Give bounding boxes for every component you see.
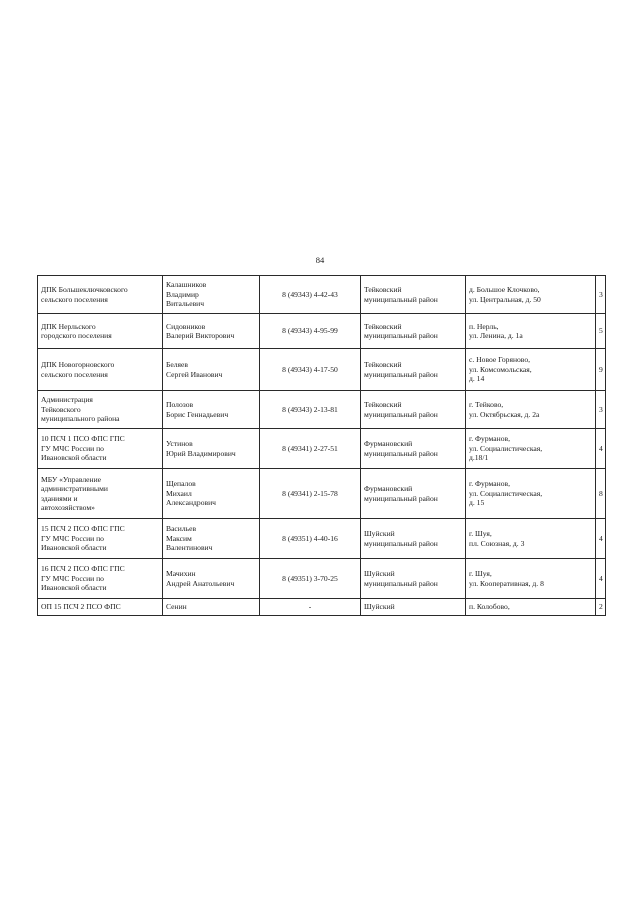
address-line: ул. Социалистическая, xyxy=(469,443,543,453)
person-line: Устинов xyxy=(166,439,193,449)
table-row xyxy=(38,519,606,559)
table-row xyxy=(38,599,606,616)
count-cell: 3 xyxy=(596,276,606,314)
person-line: Беляев xyxy=(166,360,188,370)
person-line: Андрей Анатольевич xyxy=(166,578,235,588)
district-line: Шуйский xyxy=(364,602,395,612)
contacts-table-body xyxy=(38,276,606,616)
address-line: ул. Центральная, д. 50 xyxy=(469,294,541,304)
district-cell xyxy=(361,599,466,616)
organization-cell xyxy=(38,391,163,429)
organization-line: ОП 15 ПСЧ 2 ПСО ФПС xyxy=(41,602,121,612)
organization-cell xyxy=(38,349,163,391)
district-cell xyxy=(361,314,466,349)
page-number: 84 xyxy=(315,255,325,265)
phone-cell: 8 (49343) 4-95-99 xyxy=(260,314,361,349)
table-row xyxy=(38,429,606,469)
address-line: пл. Союзная, д. 3 xyxy=(469,538,525,548)
district-cell xyxy=(361,349,466,391)
person-cell xyxy=(163,349,260,391)
address-cell xyxy=(466,599,596,616)
address-line: ул. Октябрьская, д. 2а xyxy=(469,409,540,419)
district-cell xyxy=(361,429,466,469)
contacts-table xyxy=(37,275,606,616)
count-cell: 4 xyxy=(596,519,606,559)
count-cell: 9 xyxy=(596,349,606,391)
district-line: Тейковский xyxy=(364,285,402,295)
table-row xyxy=(38,559,606,599)
person-cell xyxy=(163,429,260,469)
organization-line: автохозяйством» xyxy=(41,502,95,512)
organization-cell xyxy=(38,519,163,559)
person-line: Максим xyxy=(166,533,192,543)
organization-line: сельского поселения xyxy=(41,294,108,304)
address-line: ул. Кооперативная, д. 8 xyxy=(469,578,544,588)
address-line: с. Новое Горяново, xyxy=(469,355,531,365)
address-cell xyxy=(466,469,596,519)
person-cell xyxy=(163,599,260,616)
person-line: Васильев xyxy=(166,524,197,534)
count-cell: 5 xyxy=(596,314,606,349)
organization-line: муниципального района xyxy=(41,414,120,424)
district-line: Тейковский xyxy=(364,400,402,410)
person-line: Александрович xyxy=(166,498,216,508)
phone-cell: 8 (49343) 4-17-50 xyxy=(260,349,361,391)
address-line: г. Фурманов, xyxy=(469,479,511,489)
person-line: Борис Геннадьевич xyxy=(166,409,229,419)
address-line: г. Тейково, xyxy=(469,400,504,410)
person-line: Валентинович xyxy=(166,543,213,553)
district-line: муниципальный район xyxy=(364,294,438,304)
organization-line: 16 ПСЧ 2 ПСО ФПС ГПС xyxy=(41,564,125,574)
organization-line: ДПК Большеключковского xyxy=(41,285,128,295)
person-line: Сидовников xyxy=(166,321,206,331)
person-line: Валерий Викторович xyxy=(166,331,235,340)
person-cell xyxy=(163,314,260,349)
person-cell xyxy=(163,391,260,429)
address-cell xyxy=(466,519,596,559)
person-line: Полозов xyxy=(166,400,194,410)
address-line: д. Большое Клочково, xyxy=(469,285,540,295)
address-line: ул. Ленина, д. 1а xyxy=(469,331,523,340)
table-row xyxy=(38,469,606,519)
count-cell: 3 xyxy=(596,391,606,429)
person-line: Владимир xyxy=(166,289,199,299)
district-line: Шуйский xyxy=(364,529,395,539)
organization-line: сельского поселения xyxy=(41,369,108,379)
count-cell: 4 xyxy=(596,429,606,469)
phone-cell: 8 (49341) 2-27-51 xyxy=(260,429,361,469)
address-cell xyxy=(466,349,596,391)
person-line: Мачихин xyxy=(166,569,196,579)
person-line: Щепалов xyxy=(166,479,196,489)
organization-cell xyxy=(38,559,163,599)
organization-line: МБУ «Управление xyxy=(41,474,102,484)
table-row xyxy=(38,391,606,429)
organization-line: Тейковского xyxy=(41,404,81,414)
organization-cell xyxy=(38,599,163,616)
organization-line: зданиями и xyxy=(41,493,78,503)
count-cell: 4 xyxy=(596,559,606,599)
district-cell xyxy=(361,469,466,519)
phone-cell: 8 (49343) 2-13-81 xyxy=(260,391,361,429)
district-cell xyxy=(361,391,466,429)
phone-cell: 8 (49351) 4-40-16 xyxy=(260,519,361,559)
district-line: муниципальный район xyxy=(364,538,438,548)
person-line: Витальевич xyxy=(166,299,205,309)
count-cell: 8 xyxy=(596,469,606,519)
organization-line: городского поселения xyxy=(41,331,112,340)
person-cell xyxy=(163,276,260,314)
organization-cell xyxy=(38,429,163,469)
phone-cell: 8 (49343) 4-42-43 xyxy=(260,276,361,314)
organization-line: ГУ МЧС России по xyxy=(41,443,104,453)
address-line: д. 15 xyxy=(469,498,485,508)
person-line: Сенин xyxy=(166,602,187,612)
person-line: Михаил xyxy=(166,488,192,498)
organization-cell xyxy=(38,469,163,519)
district-cell xyxy=(361,559,466,599)
address-line: г. Фурманов, xyxy=(469,434,511,444)
district-cell xyxy=(361,519,466,559)
organization-line: Ивановской области xyxy=(41,543,107,553)
address-line: г. Шуя, xyxy=(469,569,492,579)
phone-cell: 8 (49351) 3-70-25 xyxy=(260,559,361,599)
person-cell xyxy=(163,519,260,559)
address-cell xyxy=(466,559,596,599)
table-row xyxy=(38,314,606,349)
district-line: муниципальный район xyxy=(364,493,438,503)
district-line: муниципальный район xyxy=(364,578,438,588)
phone-cell: 8 (49341) 2-15-78 xyxy=(260,469,361,519)
address-cell xyxy=(466,391,596,429)
address-line: п. Нерль, xyxy=(469,321,499,331)
address-cell xyxy=(466,314,596,349)
organization-cell xyxy=(38,276,163,314)
organization-line: Ивановской области xyxy=(41,453,107,463)
district-line: муниципальный район xyxy=(364,448,438,458)
person-line: Юрий Владимирович xyxy=(166,448,236,458)
count-cell: 2 xyxy=(596,599,606,616)
organization-line: 15 ПСЧ 2 ПСО ФПС ГПС xyxy=(41,524,125,534)
organization-line: Администрация xyxy=(41,395,93,405)
organization-line: Ивановской области xyxy=(41,583,107,593)
phone-cell: - xyxy=(260,599,361,616)
organization-line: ГУ МЧС России по xyxy=(41,573,104,583)
address-cell xyxy=(466,429,596,469)
district-line: Фурмановский xyxy=(364,439,413,449)
person-cell xyxy=(163,469,260,519)
district-line: муниципальный район xyxy=(364,331,438,340)
organization-line: ДПК Нерльского xyxy=(41,321,96,331)
address-line: ул. Комсомольская, xyxy=(469,364,532,374)
organization-cell xyxy=(38,314,163,349)
address-cell xyxy=(466,276,596,314)
organization-line: 10 ПСЧ 1 ПСО ФПС ГПС xyxy=(41,434,125,444)
person-cell xyxy=(163,559,260,599)
organization-line: ГУ МЧС России по xyxy=(41,533,104,543)
district-line: Тейковский xyxy=(364,360,402,370)
district-line: муниципальный район xyxy=(364,369,438,379)
address-line: д. 14 xyxy=(469,374,485,384)
district-line: Тейковский xyxy=(364,321,402,331)
table-row xyxy=(38,349,606,391)
address-line: ул. Социалистическая, xyxy=(469,488,543,498)
district-line: Фурмановский xyxy=(364,484,413,494)
organization-line: ДПК Новогорновского xyxy=(41,360,115,370)
address-line: г. Шуя, xyxy=(469,529,492,539)
table-row xyxy=(38,276,606,314)
district-line: муниципальный район xyxy=(364,409,438,419)
organization-line: административными xyxy=(41,484,108,494)
district-cell xyxy=(361,276,466,314)
address-line: д.18/1 xyxy=(469,453,489,463)
address-line: п. Колобово, xyxy=(469,602,510,612)
district-line: Шуйский xyxy=(364,569,395,579)
person-line: Сергей Иванович xyxy=(166,369,223,379)
person-line: Калашников xyxy=(166,280,207,290)
